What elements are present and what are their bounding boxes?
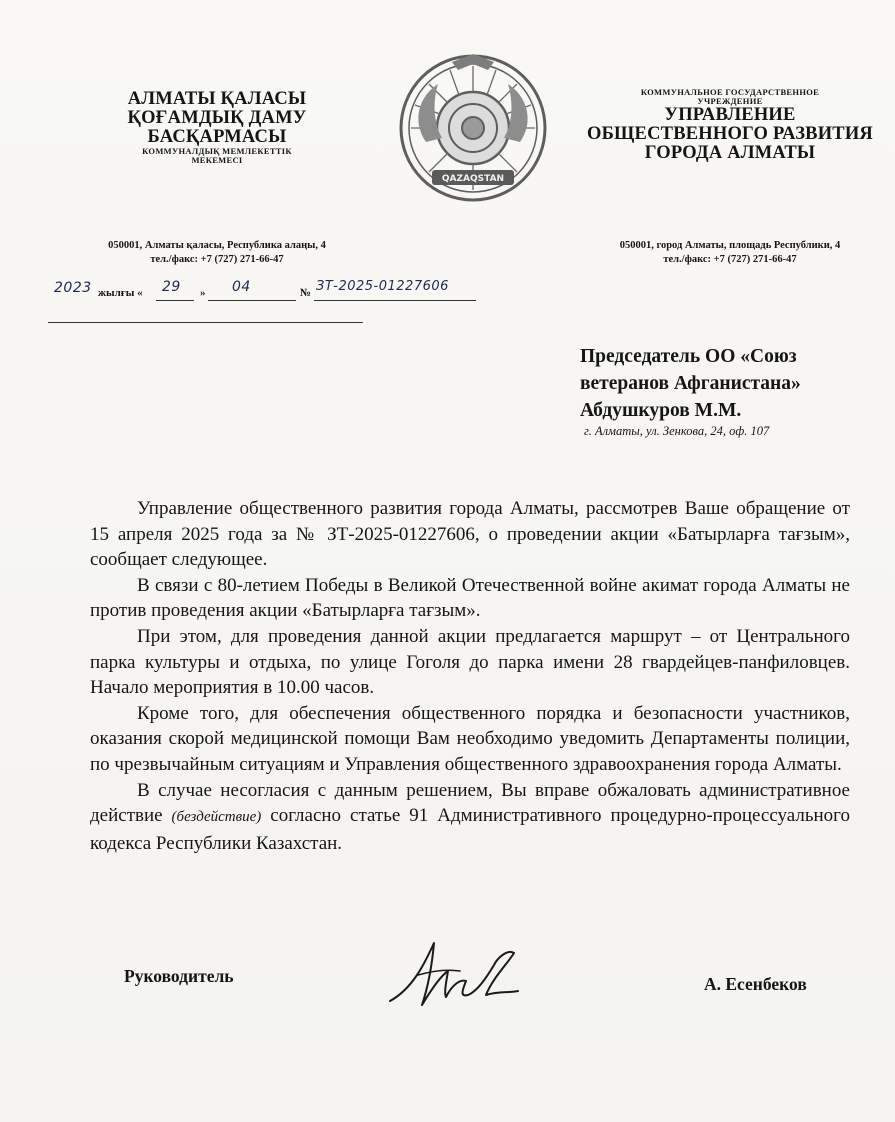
left-address-block [72, 239, 362, 267]
body-paragraph-4: Кроме того, для обеспечения общественного порядка и безопасности участников, оказания скорой медицинской помощи Вам необходимо уведомить Департаменты полиции, по чрезвычайным ситуациям и Управления общественного здравоохранения города Алматы. [90, 702, 850, 775]
body-paragraph-3: При этом, для проведения данной акции предлагается маршрут – от Центрального парка культуры и отдыха, по улице Гоголя до парка имени 28 гвардейцев-панфиловцев. Начало мероприятия в 10.00 часов. [90, 625, 850, 699]
left-org-sub2: МЕКЕМЕСІ [191, 155, 243, 165]
body-paragraph-2: В связи с 80-летием Победы в Великой Отечественной войне акимат города Алматы не против проведения акции «Батырларға тағзым». [90, 574, 850, 622]
handwritten-signature [382, 935, 532, 1015]
reg-number-handwritten: ЗТ-2025-01227606 [316, 279, 449, 294]
registration-second-line [48, 322, 363, 323]
recipient-line2: ветеранов Афганистана» [580, 373, 801, 394]
right-address-block [580, 239, 880, 267]
right-address: 050001, город Алматы, площадь Республики, 4 [619, 240, 841, 251]
recipient-block [580, 343, 880, 439]
body-paragraph-5-part-b: согласно статье 91 Административного процедурно-процессуального кодекса Республики Казахстан. [90, 805, 850, 854]
reg-year-handwritten: 2023 [54, 280, 92, 296]
body-paragraph-5 [90, 778, 850, 857]
registration-line [48, 278, 478, 302]
left-letterhead [62, 90, 372, 165]
reg-number-label: № [300, 287, 312, 299]
reg-day-handwritten: 29 [162, 279, 181, 295]
reg-day-underline [156, 300, 194, 301]
body-paragraph-1: Управление общественного развития города Алматы, рассмотрев Ваше обращение от 15 апреля 2025 года за № ЗТ-2025-01227606, о проведении акции «Батырларға тағзым», сообщает следующее. [90, 498, 850, 571]
left-org-line2: ҚОҒАМДЫҚ ДАМУ [127, 108, 307, 128]
reg-number-underline [314, 300, 476, 301]
body-paragraph-5-part-a: В случае несогласия с данным решением, Вы вправе обжаловать административное действие [90, 779, 850, 827]
right-org-line2: ОБЩЕСТВЕННОГО РАЗВИТИЯ [587, 124, 873, 144]
recipient-line3: Абдушкуров М.М. [580, 400, 742, 421]
left-org-sub1: КОММУНАЛДЫҚ МЕМЛЕКЕТТІК [142, 146, 292, 156]
reg-day-close: » [200, 287, 206, 299]
signatory-title: Руководитель [124, 966, 234, 986]
kazakhstan-emblem-icon [392, 52, 554, 206]
right-org-sub2: УЧРЕЖДЕНИЕ [697, 96, 763, 106]
recipient-line1: Председатель ОО «Союз [580, 346, 797, 367]
signatory-name: А. Есенбеков [704, 974, 807, 994]
right-org-sub1: КОММУНАЛЬНОЕ ГОСУДАРСТВЕННОЕ [640, 87, 820, 97]
emblem-banner-text: QAZAQSTAN [441, 174, 505, 184]
left-address: 050001, Алматы қаласы, Республика алаңы, 4 [108, 240, 326, 251]
left-org-line3: БАСҚАРМАСЫ [147, 127, 287, 147]
letter-body [90, 496, 850, 856]
right-org-line1: УПРАВЛЕНИЕ [664, 105, 796, 125]
right-phone: тел./факс: +7 (727) 271-66-47 [663, 254, 797, 265]
reg-month-underline [208, 300, 296, 301]
reg-year-label: жылғы « [98, 287, 143, 299]
left-org-line1: АЛМАТЫ ҚАЛАСЫ [127, 89, 307, 109]
body-paragraph-5-italic: (бездействие) [171, 809, 262, 826]
recipient-address: г. Алматы, ул. Зенкова, 24, оф. 107 [584, 424, 770, 438]
reg-month-handwritten: 04 [232, 279, 251, 295]
left-phone: тел./факс: +7 (727) 271-66-47 [150, 254, 284, 265]
right-letterhead [565, 88, 895, 163]
right-org-line3: ГОРОДА АЛМАТЫ [644, 143, 816, 163]
